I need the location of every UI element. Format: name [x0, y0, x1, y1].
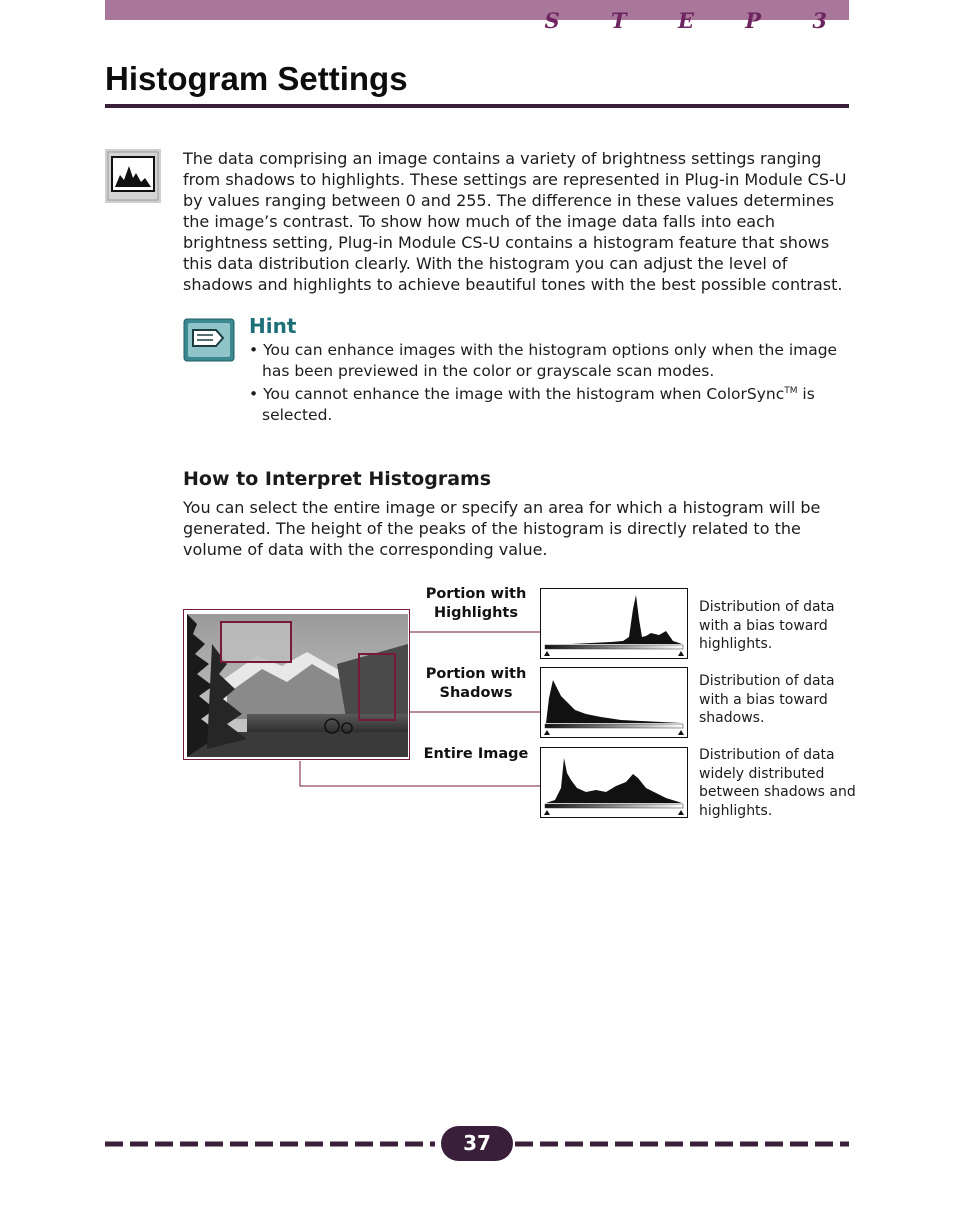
label-line: Portion with: [425, 666, 527, 682]
label-line: Portion with: [425, 586, 527, 602]
hint-item-text: is selected.: [262, 385, 815, 424]
histogram-highlights: [540, 588, 688, 659]
trademark-mark: TM: [784, 386, 798, 396]
label-entire-image: [411, 745, 541, 764]
page-title: Histogram Settings: [105, 60, 408, 97]
desc-line: with a bias toward: [699, 691, 828, 708]
desc-shadows: [699, 672, 859, 728]
desc-line: between shadows and: [699, 784, 856, 800]
desc-entire-image: [699, 746, 859, 820]
desc-line: Distribution of data: [699, 747, 835, 763]
page-number: 37: [441, 1126, 513, 1161]
hint-title: Hint: [249, 314, 297, 338]
desc-line: Distribution of data: [699, 599, 835, 615]
desc-highlights: [699, 598, 859, 654]
desc-line: Distribution of data: [699, 673, 835, 689]
hint-item-text: • You cannot enhance the image with the histogram when ColorSync: [249, 385, 785, 404]
intro-paragraph: The data comprising an image contains a variety of brightness settings ranging from shadows to highlights. These settings are represented in Plug-in Module CS-U by values ranging between 0 and 255. The difference in these values determines the image’s contrast. To show how much of the image data falls into each brightness setting, Plug-in Module CS-U contains a histogram feature that shows this data distribution clearly. With the histogram you can adjust the level of shadows and highlights to achieve beautiful tones with the best possible contrast.: [183, 149, 847, 294]
label-line: Highlights: [433, 605, 518, 621]
section-paragraph: You can select the entire image or specify an area for which a histogram will be generated. The height of the peaks of the histogram is directly related to the volume of data with the corresponding value.: [183, 498, 821, 559]
step-label: S T E P 3: [544, 8, 849, 33]
histogram-shadows: [540, 667, 688, 738]
desc-line: widely distributed: [699, 765, 825, 782]
label-line: Shadows: [439, 685, 513, 701]
label-shadows: [411, 665, 541, 703]
desc-line: highlights.: [699, 636, 773, 652]
hint-item: • You can enhance images with the histogram options only when the image has been previewed in the color or grayscale scan modes.: [249, 341, 838, 380]
desc-line: with a bias toward: [699, 617, 828, 634]
label-line: Entire Image: [423, 746, 529, 762]
section-heading: How to Interpret Histograms: [183, 468, 492, 490]
lake-scene-photo: [187, 614, 408, 757]
label-highlights: [411, 585, 541, 623]
histogram-entire-image: [540, 747, 688, 818]
desc-line: highlights.: [699, 802, 773, 819]
desc-line: shadows.: [699, 710, 765, 726]
